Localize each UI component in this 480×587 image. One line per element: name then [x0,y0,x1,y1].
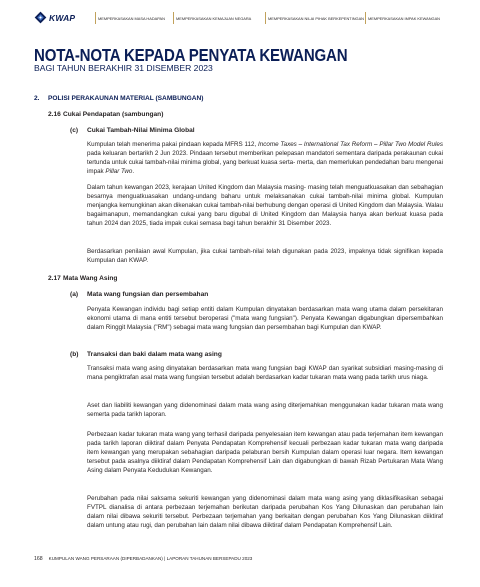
item-label: (a) [70,291,79,298]
item-heading-b [70,351,222,358]
item-title: Transaksi dan baki dalam mata wang asing [87,351,222,358]
tagline-1: MEMPERKASAKAN MASA HADAPAN [98,16,165,21]
tagline-3: MEMPERKASAKAN NILAI PIHAK BERKEPENTINGAN [268,16,364,21]
tagline-divider [173,12,174,24]
item-title: Cukai Tambah-Nilai Minima Global [87,127,195,134]
subsection-title: Cukai Pendapatan (sambungan) [63,111,164,118]
item-label: (b) [70,351,79,358]
logo-text: KWAP [49,12,76,23]
paragraph-pillar-two [87,140,443,176]
text-run-italic: Income Taxes – International Tax Reform – Pillar Two Model Rules [258,141,443,148]
item-heading-c [70,127,195,134]
paragraph-transactions: Transaksi mata wang asing dinyatakan berdasarkan mata wang fungsian bagi KWAP dan syarikat subsidiari masing-masing di mana pengiktrafan asal mata wang fungsian tersebut adalah berdasarkan kadar tukaran mata wang pada tarikh urus niaga. [87,365,443,382]
subsection-number: 2.16 [48,111,61,118]
paragraph-functional-currency: Penyata Kewangan individu bagi setiap entiti dalam Kumpulan dinyatakan berdasarkan mata wang utama dalam persekitaran ekonomi utama di mana entiti tersebut beroperasi ("mata wang fungsian"). Penyata Kewangan digabungkan dipersembahkan dalam Ringgit Malaysia ("RM") sebagai mata wang fungsian dan persembahan bagi Kumpulan dan KWAP. [87,306,443,332]
section-heading [34,95,203,102]
tagline-divider [95,12,96,24]
text-run: . [132,168,135,176]
paragraph-assets-liabilities: Aset dan liabiliti kewangan yang didenominasi dalam mata wang asing diterjemahkan menggunakan kadar tukaran mata wang semerta pada tarikh laporan. [87,402,443,419]
paragraph-exchange-differences: Perbezaan kadar tukaran mata wang yang terhasil daripada penyelesaian item kewangan atau pada terjemahan item kewangan pada tarikh laporan diiktiraf dalam Penyata Pendapatan Komprehensif kecuali perbezaan kadar tukaran mata wang daripada item kewangan yang merupakan sebahagian daripada pelaburan bersih Kumpulan dalam operasi luar negara. Item kewangan tersebut pada asalnya diiktiraf dalam Pendapatan Komprehensif Lain dan digabungkan di bawah Rizab Pertukaran Mata Wang Asing dalam Penyata Kedudukan Kewangan. [87,431,443,475]
item-label: (c) [70,127,79,134]
page-number: 168 [34,556,43,562]
text-run: Kumpulan telah menerima pakai pindaan kepada MFRS 112, [87,141,259,148]
page-subtitle: BAGI TAHUN BERAKHIR 31 DISEMBER 2023 [34,63,213,73]
tagline-divider [265,12,266,24]
tagline-2: MEMPERKASAKAN KEMAJUAN NEGARA [176,16,252,21]
tagline-divider [365,12,366,24]
paragraph-initial-assessment: Berdasarkan penilaian awal Kumpulan, jika cukai tambah-nilai telah digunakan pada 2023, impaknya tidak signifikan kepada Kumpulan dan KWAP. [87,248,443,265]
subsection-heading-2-17 [48,275,117,282]
paragraph-uk-malaysia: Dalam tahun kewangan 2023, kerajaan United Kingdom dan Malaysia masing- masing telah menguatkuasakan dan sebahagian besarnya menguatkuasakan undang-undang baharu untuk melaksanakan cukai tambah-nilai minima global. Kumpulan menjangka kemungkinan akan dikenakan cukai tambah-nilai berhubung dengan operasi di United Kingdom dan Malaysia. Walau bagaimanapun, memandangkan cukai yang baru digubal di United Kingdom dan Malaysia hanya akan berkuat kuasa pada tahun 2024 dan 2025, tiada impak cukai semasa bagi tahun berakhir 31 Disember 2023. [87,184,443,228]
kwap-logo-icon [34,11,47,24]
subsection-heading-2-16 [48,111,163,118]
page-footer [34,556,252,562]
subsection-title: Mata Wang Asing [63,275,118,282]
footer-text: KUMPULAN WANG PERSARAAN (DIPERBADANKAN) | LAPORAN TAHUNAN BERSEPADU 2023 [48,556,253,561]
tagline-4: MEMPERKASAKAN IMPAK KEWANGAN [368,16,440,21]
paragraph-fair-value: Perubahan pada nilai saksama sekuriti kewangan yang didenominasi dalam mata wang asing yang diklasifikasikan sebagai FVTPL dianalisa di antara perbezaan terjemahan berikutan daripada perubahan Kos Yang Dilunaskan dan perubahan lain dalam nilai dibawa sekuriti tersebut. Perbezaan terjemahan yang berkaitan dengan perubahan Kos Yang Dilunaskan diiktiraf dalam untung atau rugi, dan perubahan lain dalam nilai dibawa diiktiraf dalam Pendapatan Komprehensif Lain. [87,495,443,530]
subsection-number: 2.17 [48,275,61,282]
text-run-italic: Pillar Two [105,168,133,176]
item-title: Mata wang fungsian dan persembahan [87,291,209,298]
text-run: pada keluaran bertarikh 2 Jun 2023. Pindaan tersebut memberikan pelepasan mandatori sementara daripada perakaunan cukai tertunda untuk cukai tambah-nilai minima global, yang berkuat kuasa serta- merta, dan memerlukan pendedahan baru mengenai impak [87,150,443,176]
page-title: NOTA-NOTA KEPADA PENYATA KEWANGAN [34,45,348,65]
kwap-logo [34,11,75,24]
section-title: POLISI PERAKAUNAN MATERIAL (SAMBUNGAN) [48,95,204,102]
section-number: 2. [34,95,40,102]
item-heading-a [70,291,208,298]
page-header [0,0,480,34]
